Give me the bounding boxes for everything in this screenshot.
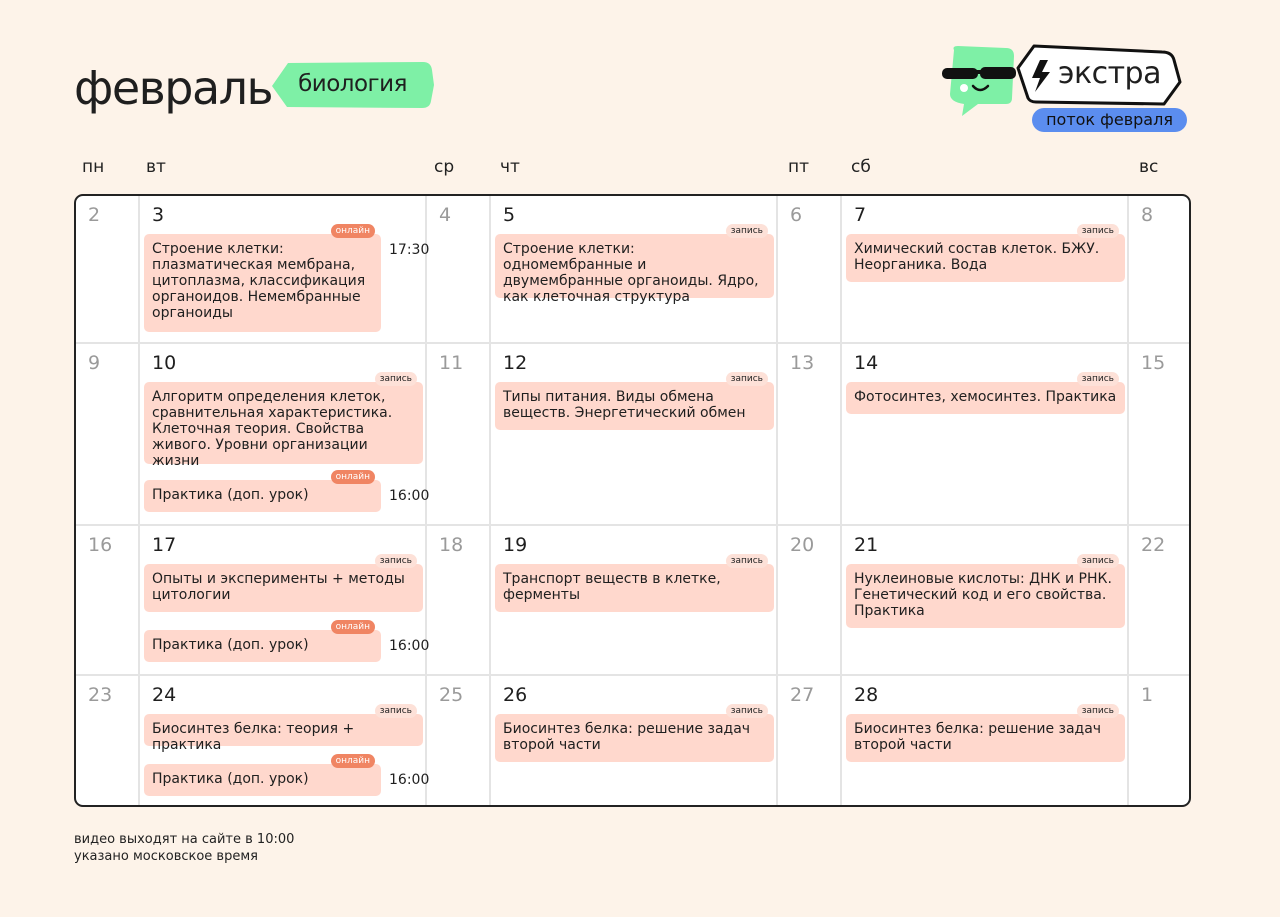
day-number: 5 bbox=[503, 204, 516, 226]
day-cell bbox=[1129, 344, 1191, 526]
day-number: 22 bbox=[1141, 534, 1166, 556]
day-cell bbox=[491, 196, 778, 344]
day-number: 15 bbox=[1141, 352, 1166, 374]
day-number: 14 bbox=[854, 352, 879, 374]
day-number: 19 bbox=[503, 534, 528, 556]
day-cell bbox=[76, 196, 140, 344]
day-number: 6 bbox=[790, 204, 803, 226]
lesson-card[interactable] bbox=[144, 226, 381, 332]
lesson-title: Опыты и эксперименты + методы цитологии bbox=[152, 571, 405, 603]
record-badge: запись bbox=[375, 704, 417, 718]
day-number: 2 bbox=[88, 204, 101, 226]
brand-name: экстра bbox=[1058, 56, 1161, 91]
day-cell bbox=[842, 526, 1129, 676]
day-cell bbox=[140, 526, 430, 676]
day-cell bbox=[140, 676, 430, 807]
day-cell bbox=[842, 196, 1129, 344]
record-badge: запись bbox=[726, 704, 768, 718]
online-badge: онлайн bbox=[331, 224, 375, 238]
day-number: 23 bbox=[88, 684, 113, 706]
day-cell bbox=[1129, 196, 1191, 344]
day-cell bbox=[842, 344, 1129, 526]
day-cell bbox=[140, 196, 430, 344]
lesson-title: Строение клетки: одномембранные и двумембранные органоиды. Ядро, как клеточная структура bbox=[503, 241, 759, 305]
weekday-tue: вт bbox=[146, 157, 166, 177]
timezone-note: указано московское время bbox=[74, 849, 258, 864]
lesson-title: Практика (доп. урок) bbox=[152, 637, 309, 653]
day-cell bbox=[76, 344, 140, 526]
day-number: 4 bbox=[439, 204, 452, 226]
lesson-title: Биосинтез белка: решение задач второй части bbox=[503, 721, 751, 753]
lesson-time: 17:30 bbox=[389, 242, 430, 258]
lesson-title: Транспорт веществ в клетке, ферменты bbox=[503, 571, 721, 603]
lesson-title: Практика (доп. урок) bbox=[152, 771, 309, 787]
day-number: 11 bbox=[439, 352, 464, 374]
day-cell bbox=[1129, 526, 1191, 676]
day-number: 13 bbox=[790, 352, 815, 374]
day-number: 21 bbox=[854, 534, 879, 556]
month-title: февраль bbox=[74, 61, 273, 115]
day-number: 9 bbox=[88, 352, 101, 374]
day-number: 10 bbox=[152, 352, 177, 374]
day-cell bbox=[491, 344, 778, 526]
lesson-card[interactable] bbox=[495, 226, 774, 305]
record-badge: запись bbox=[726, 372, 768, 386]
day-number: 7 bbox=[854, 204, 867, 226]
day-cell bbox=[491, 676, 778, 807]
online-badge: онлайн bbox=[331, 470, 375, 484]
lesson-card[interactable] bbox=[846, 706, 1125, 762]
lesson-card[interactable] bbox=[495, 706, 774, 762]
record-badge: запись bbox=[726, 554, 768, 568]
day-cell bbox=[427, 526, 491, 676]
lesson-card[interactable] bbox=[846, 226, 1125, 282]
day-number: 1 bbox=[1141, 684, 1154, 706]
lesson-card[interactable] bbox=[495, 556, 774, 612]
day-number: 25 bbox=[439, 684, 464, 706]
lesson-title: Фотосинтез, хемосинтез. Практика bbox=[854, 389, 1117, 405]
day-number: 28 bbox=[854, 684, 879, 706]
day-number: 8 bbox=[1141, 204, 1154, 226]
online-badge: онлайн bbox=[331, 754, 375, 768]
lesson-title: Химический состав клеток. БЖУ. Неорганика. Вода bbox=[854, 241, 1100, 273]
lesson-card[interactable] bbox=[144, 622, 381, 662]
lesson-card[interactable] bbox=[144, 706, 423, 753]
calendar-grid bbox=[74, 194, 1191, 807]
record-badge: запись bbox=[375, 554, 417, 568]
day-number: 16 bbox=[88, 534, 113, 556]
day-number: 18 bbox=[439, 534, 464, 556]
weekday-thu: чт bbox=[500, 157, 520, 177]
day-cell bbox=[1129, 676, 1191, 807]
lesson-title: Биосинтез белка: теория + практика bbox=[152, 721, 355, 753]
day-number: 24 bbox=[152, 684, 177, 706]
lesson-card[interactable] bbox=[144, 374, 423, 469]
day-cell bbox=[140, 344, 430, 526]
lesson-title: Алгоритм определения клеток, сравнительная характеристика. Клеточная теория. Свойства живого. Уровни организации жизни bbox=[152, 389, 393, 469]
lesson-card[interactable] bbox=[846, 374, 1125, 414]
day-cell bbox=[778, 344, 842, 526]
record-badge: запись bbox=[1077, 224, 1119, 238]
weekday-sun: вс bbox=[1139, 157, 1159, 177]
weekday-wed: ср bbox=[434, 157, 455, 177]
lesson-title: Биосинтез белка: решение задач второй части bbox=[854, 721, 1102, 753]
lesson-title: Нуклеиновые кислоты: ДНК и РНК. Генетический код и его свойства. Практика bbox=[854, 571, 1112, 619]
day-cell bbox=[778, 676, 842, 807]
record-badge: запись bbox=[375, 372, 417, 386]
lesson-title: Типы питания. Виды обмена веществ. Энергетический обмен bbox=[503, 389, 746, 421]
weekday-sat: сб bbox=[851, 157, 871, 177]
day-cell bbox=[427, 344, 491, 526]
day-number: 17 bbox=[152, 534, 177, 556]
weekday-fri: пт bbox=[788, 157, 810, 177]
lesson-title: Строение клетки: плазматическая мембрана, цитоплазма, классификация органоидов. Немембранные органоиды bbox=[152, 241, 366, 321]
lesson-card[interactable] bbox=[144, 556, 423, 612]
lesson-card[interactable] bbox=[144, 472, 381, 512]
lesson-card[interactable] bbox=[846, 556, 1125, 628]
day-number: 20 bbox=[790, 534, 815, 556]
footer-notes bbox=[74, 831, 294, 865]
day-cell bbox=[427, 196, 491, 344]
brand-logo bbox=[940, 40, 1200, 140]
video-release-note: видео выходят на сайте в 10:00 bbox=[74, 832, 295, 847]
day-cell bbox=[491, 526, 778, 676]
weekday-mon: пн bbox=[82, 157, 105, 177]
record-badge: запись bbox=[1077, 704, 1119, 718]
lesson-time: 16:00 bbox=[389, 638, 430, 654]
record-badge: запись bbox=[726, 224, 768, 238]
lesson-title: Практика (доп. урок) bbox=[152, 487, 309, 503]
subject-label: биология bbox=[298, 71, 407, 97]
online-badge: онлайн bbox=[331, 620, 375, 634]
subject-tag bbox=[270, 61, 435, 109]
day-cell bbox=[76, 676, 140, 807]
day-cell bbox=[778, 196, 842, 344]
record-badge: запись bbox=[1077, 372, 1119, 386]
lesson-time: 16:00 bbox=[389, 488, 430, 504]
day-cell bbox=[842, 676, 1129, 807]
lesson-time: 16:00 bbox=[389, 772, 430, 788]
day-cell bbox=[76, 526, 140, 676]
day-number: 26 bbox=[503, 684, 528, 706]
record-badge: запись bbox=[1077, 554, 1119, 568]
day-number: 27 bbox=[790, 684, 815, 706]
day-cell bbox=[427, 676, 491, 807]
day-number: 3 bbox=[152, 204, 165, 226]
lesson-card[interactable] bbox=[495, 374, 774, 430]
day-number: 12 bbox=[503, 352, 528, 374]
day-cell bbox=[778, 526, 842, 676]
stream-badge: поток февраля bbox=[1032, 108, 1187, 132]
lesson-card[interactable] bbox=[144, 756, 381, 796]
